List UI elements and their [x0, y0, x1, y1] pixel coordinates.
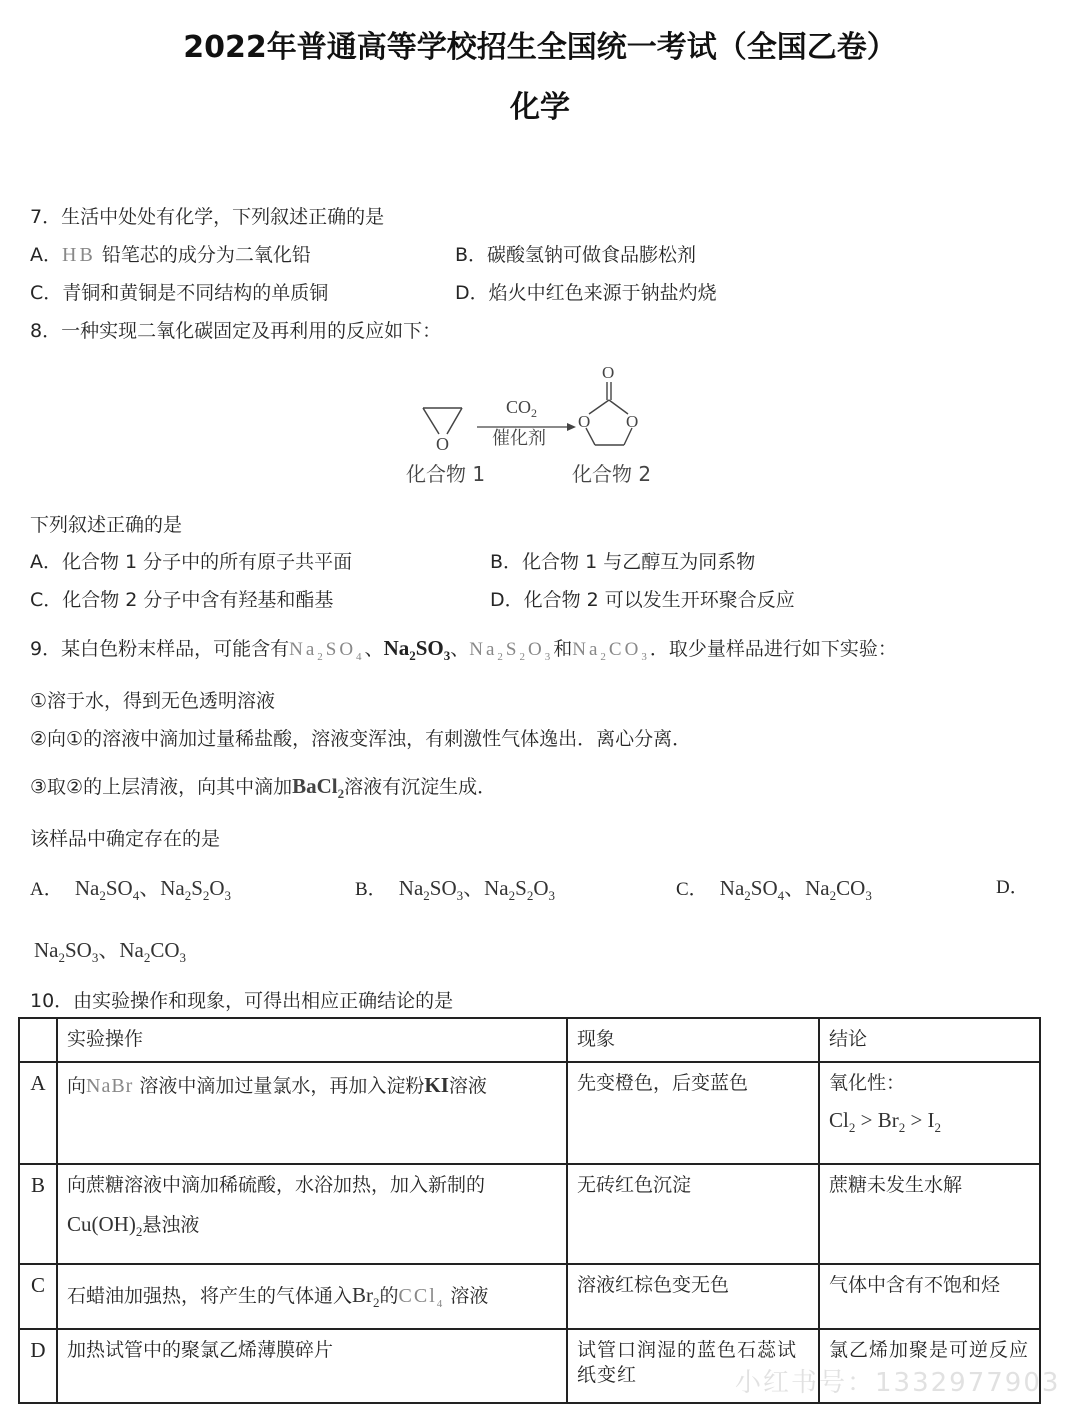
q7-option-c: C．青铜和黄铜是不同结构的单质铜	[30, 282, 329, 304]
compound2-label: 化合物 2	[572, 462, 652, 486]
conclusion-line1: 氧化性：	[829, 1071, 906, 1094]
exam-title: 2022年普通高等学校招生全国统一考试（全国乙卷）	[183, 30, 897, 65]
row-label: C	[19, 1264, 57, 1329]
q9-stem-prefix: 9．某白色粉末样品，可能含有	[30, 638, 290, 660]
row-phenomenon: 溶液红棕色变无色	[567, 1264, 819, 1329]
compound2-ring-o2: O	[626, 412, 639, 431]
q8-option-b: B．化合物 1 与乙醇互为同系物	[490, 551, 756, 573]
compound2-structure	[578, 363, 638, 445]
q9-option-c: C． $Na_2SO_4$、$Na_2CO_3$	[676, 876, 872, 904]
header-conclusion: 结论	[819, 1018, 1040, 1062]
row-conclusion: 氯乙烯加聚是可逆反应	[819, 1329, 1040, 1403]
header-phenomenon: 现象	[567, 1018, 819, 1062]
q10-stem: 10．由实验操作和现象，可得出相应正确结论的是	[30, 990, 454, 1012]
reaction-diagram	[390, 356, 690, 491]
q8-option-c: C．化合物 2 分子中含有羟基和酯基	[30, 589, 334, 611]
q7-a-text: 铅笔芯的成分为二氧化铅	[101, 244, 311, 266]
reagent-label: $CO_2$	[506, 397, 538, 420]
table-row	[19, 1264, 1040, 1329]
table-row	[19, 1062, 1040, 1164]
row-conclusion: 蔗糖未发生水解	[819, 1164, 1040, 1264]
q8-option-d: D．化合物 2 可以发生开环聚合反应	[490, 589, 795, 611]
q7-a-hb: HB	[62, 244, 96, 266]
formula-na2s2o3-light: $Na_2S_2O_3$	[469, 639, 554, 663]
q9-step1: ①溶于水，得到无色透明溶液	[30, 690, 276, 712]
q7-option-d: D．焰火中红色来源于钠盐灼烧	[455, 282, 717, 304]
q7-stem: 7．生活中处处有化学，下列叙述正确的是	[30, 206, 385, 228]
compound1-structure	[423, 408, 462, 454]
subject-title: 化学	[510, 90, 570, 125]
row-label: A	[19, 1062, 57, 1164]
formula-na2co3-light: $Na_2CO_3$	[572, 639, 650, 663]
q8-stem: 8．一种实现二氧化碳固定及再利用的反应如下：	[30, 320, 442, 342]
row-phenomenon: 先变橙色，后变蓝色	[567, 1062, 819, 1164]
row-conclusion: 气体中含有不饱和烃	[819, 1264, 1040, 1329]
compound1-oxygen: O	[436, 434, 449, 454]
header-blank	[19, 1018, 57, 1062]
q9-option-b: B． $Na_2SO_3$、$Na_2S_2O_3$	[355, 876, 555, 904]
row-conclusion	[819, 1062, 1040, 1164]
compound1-label: 化合物 1	[406, 462, 486, 486]
header-operation: 实验操作	[57, 1018, 567, 1062]
formula-bacl2: BaCl$_2$	[292, 774, 345, 802]
q8-option-a: A．化合物 1 分子中的所有原子共平面	[30, 551, 353, 573]
row-operation: 向蔗糖溶液中滴加稀硫酸，水浴加热，加入新制的 $Cu(OH)_2$悬浊液	[57, 1164, 567, 1264]
row-phenomenon: 无砖红色沉淀	[567, 1164, 819, 1264]
watermark: 小红书号：1332977903	[735, 1368, 1061, 1398]
table-row	[19, 1164, 1040, 1264]
q9-option-a: A． $Na_2SO_4$、$Na_2S_2O_3$	[30, 876, 232, 904]
q7-option-a	[30, 240, 311, 267]
q9-step3: ③取②的上层清液，向其中滴加BaCl$_2$溶液有沉淀生成．	[30, 774, 497, 802]
q8-sub-stem: 下列叙述正确的是	[30, 514, 183, 536]
q9-option-d-label: D．	[996, 877, 1029, 898]
row-label: B	[19, 1164, 57, 1264]
conclusion-formula: $Cl_2 > Br_2 > I_2$	[829, 1108, 942, 1136]
q7-a-prefix: A．	[30, 244, 62, 266]
formula-na2so4-light: $Na_2SO_4$	[289, 639, 365, 663]
q7-option-b: B．碳酸氢钠可做食品膨松剂	[455, 244, 697, 266]
compound2-carbonyl-o: O	[602, 363, 615, 382]
experiment-table	[18, 1017, 1041, 1404]
row-operation: 石蜡油加强热，将产生的气体通入$Br_2$的CCl$_4$ 溶液	[57, 1264, 567, 1329]
row-operation: 加热试管中的聚氯乙烯薄膜碎片	[57, 1329, 567, 1403]
row-operation: 向NaBr 溶液中滴加过量氯水，再加入淀粉KI溶液	[57, 1062, 567, 1164]
q9-stem: 9．某白色粉末样品，可能含有$Na_2SO_4$、$Na_2SO_3$、$Na_2S_2O_3$和$Na_2CO_3$．取少量样品进行如下实验：	[30, 636, 897, 664]
catalyst-label: 催化剂	[492, 428, 546, 449]
row-label: D	[19, 1329, 57, 1403]
formula-na2so3: $Na_2SO_3$	[383, 636, 451, 664]
q9-option-d: $Na_2SO_3$、$Na_2CO_3$	[34, 938, 187, 966]
compound2-ring-o1: O	[578, 412, 591, 431]
q9-sub-stem: 该样品中确定存在的是	[30, 828, 221, 850]
table-header-row	[19, 1018, 1040, 1062]
row-phenomenon: 试管口润湿的蓝色石蕊试纸变红	[567, 1329, 819, 1403]
q9-step2: ②向①的溶液中滴加过量稀盐酸，溶液变浑浊，有刺激性气体逸出．离心分离．	[30, 728, 692, 750]
